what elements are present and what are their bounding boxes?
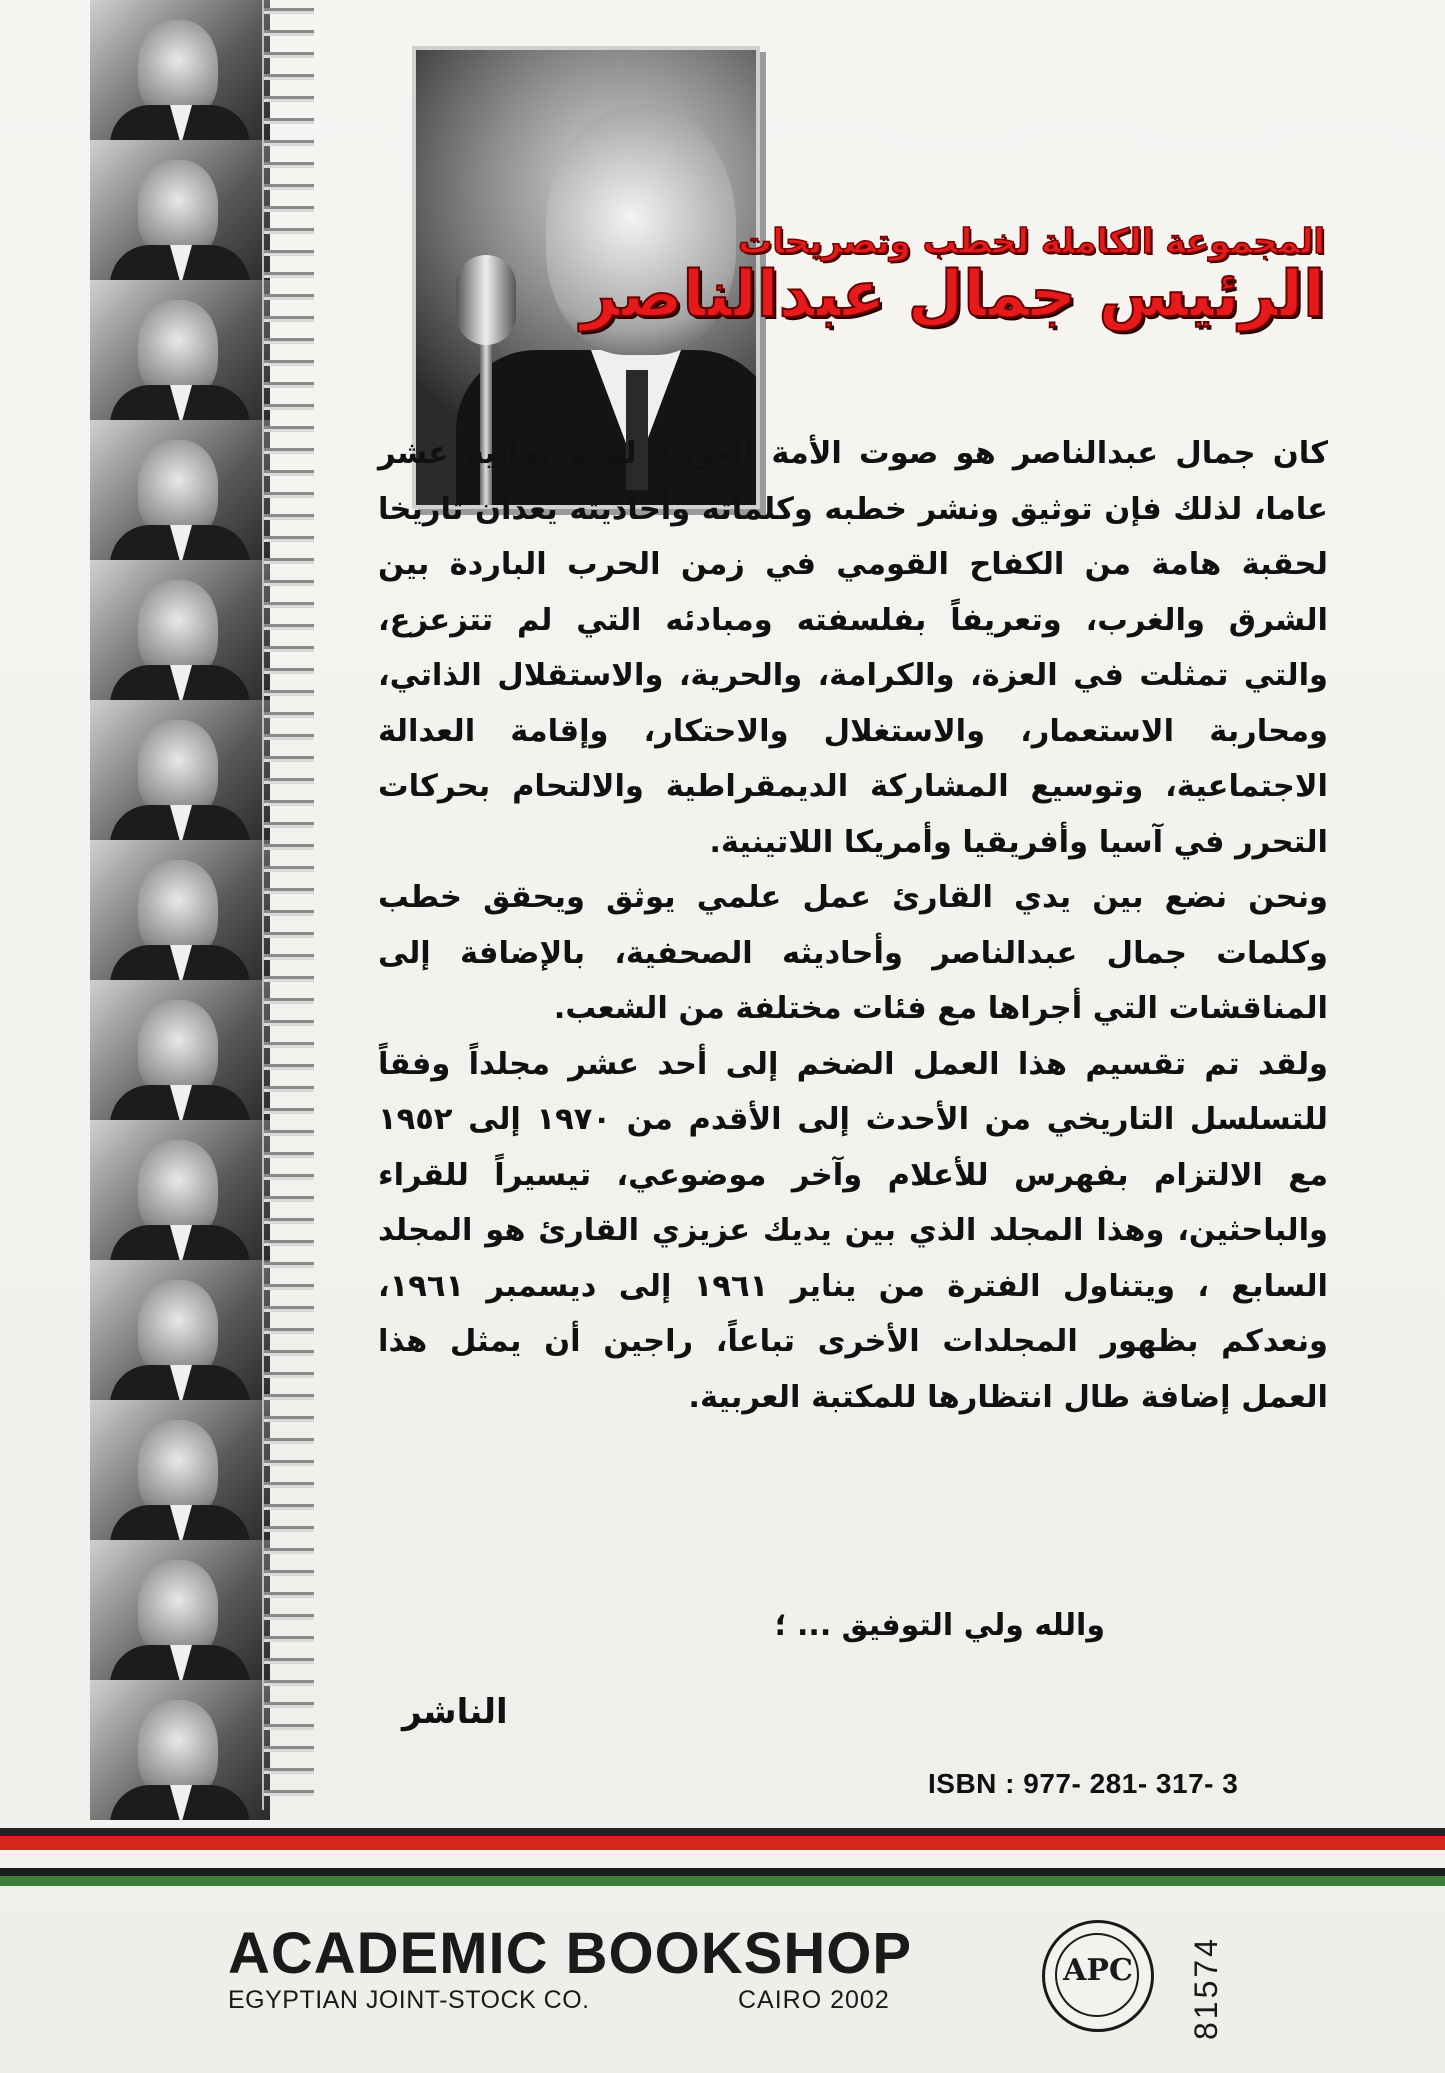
portrait-thumbnail: [90, 980, 270, 1124]
portrait-thumbnail: [90, 280, 270, 424]
blurb-text: [378, 426, 1328, 1425]
divider-band: [0, 1868, 1445, 1876]
photo-strip: [90, 0, 270, 1825]
logo-letters: APC: [1063, 1953, 1133, 1988]
portrait-thumbnail: [90, 0, 270, 144]
portrait-thumbnail: [90, 140, 270, 284]
publisher-signature: الناشر: [402, 1692, 508, 1732]
publisher-logo-icon: [1042, 1920, 1154, 2032]
portrait-thumbnail: [90, 1120, 270, 1264]
portrait-thumbnail: [90, 840, 270, 984]
divider-band-red: [0, 1836, 1445, 1850]
blurb-paragraph: ونحن نضع بين يدي القارئ عمل علمي يوثق ويحقق خطب وكلمات جمال عبدالناصر وأحاديثه الصحفية، بالإضافة إلى المناقشات التي أجراها مع فئات مختلفة من الشعب.: [378, 880, 1328, 1026]
portrait-thumbnail: [90, 560, 270, 704]
publisher-company: EGYPTIAN JOINT-STOCK CO.: [228, 1986, 590, 2014]
isbn-label: ISBN : 977- 281- 317- 3: [928, 1768, 1239, 1799]
publisher-city-year: CAIRO 2002: [738, 1986, 890, 2014]
blurb-paragraph: ولقد تم تقسيم هذا العمل الضخم إلى أحد عشر مجلداً وفقاً للتسلسل التاريخي من الأحدث إلى الأقدم من ١٩٧٠ إلى ١٩٥٢ مع الالتزام بفهرس للأعلام وآخر موضوعي، تيسيراً للقراء والباحثين، وهذا المجلد الذي بين يديك عزيزي القارئ هو المجلد السابع ، ويتناول الفترة من يناير ١٩٦١ إلى ديسمبر ١٩٦١، ونعدكم بظهور المجلدات الأخرى تباعاً، راجين أن يمثل هذا العمل إضافة طال انتظارها للمكتبة العربية.: [378, 1046, 1328, 1415]
book-header: [581, 222, 1325, 332]
portrait-thumbnail: [90, 1400, 270, 1544]
portrait-thumbnail: [90, 1260, 270, 1404]
portrait-thumbnail: [90, 700, 270, 844]
catalog-number: 81574: [1188, 1936, 1224, 2040]
closing-line: والله ولي التوفيق ... ؛: [774, 1608, 1105, 1643]
divider-band-green: [0, 1876, 1445, 1886]
divider-band: [0, 1828, 1445, 1836]
portrait-thumbnail: [90, 420, 270, 564]
divider-band-white: [0, 1850, 1445, 1868]
portrait-thumbnail: [90, 1540, 270, 1684]
publisher-name: ACADEMIC BOOKSHOP: [228, 1921, 913, 1986]
microphone-icon: [456, 255, 516, 345]
spiral-binding: [262, 0, 314, 1810]
blurb-paragraph: كان جمال عبدالناصر هو صوت الأمة العربية لمدة ثمانية عشر عاما، لذلك فإن توثيق ونشر خطبه وكلماته وأحاديثه يعدان تاريخا لحقبة هامة من الكفاح القومي في زمن الحرب الباردة بين الشرق والغرب، وتعريفاً بفلسفته ومبادئه التي لم تتزعزع، والتي تمثلت في العزة، والكرامة، والحرية، والاستقلال الذاتي، ومحاربة الاستعمار، والاستغلال والاحتكار، وإقامة العدالة الاجتماعية، وتوسيع المشاركة الديمقراطية والالتحام بحركات التحرر في آسيا وأفريقيا وأمريكا اللاتينية.: [378, 436, 1328, 860]
book-title: الرئيس جمال عبدالناصر: [580, 258, 1325, 332]
book-subtitle: المجموعة الكاملة لخطب وتصريحات: [738, 222, 1325, 262]
portrait-thumbnail: [90, 1680, 270, 1824]
